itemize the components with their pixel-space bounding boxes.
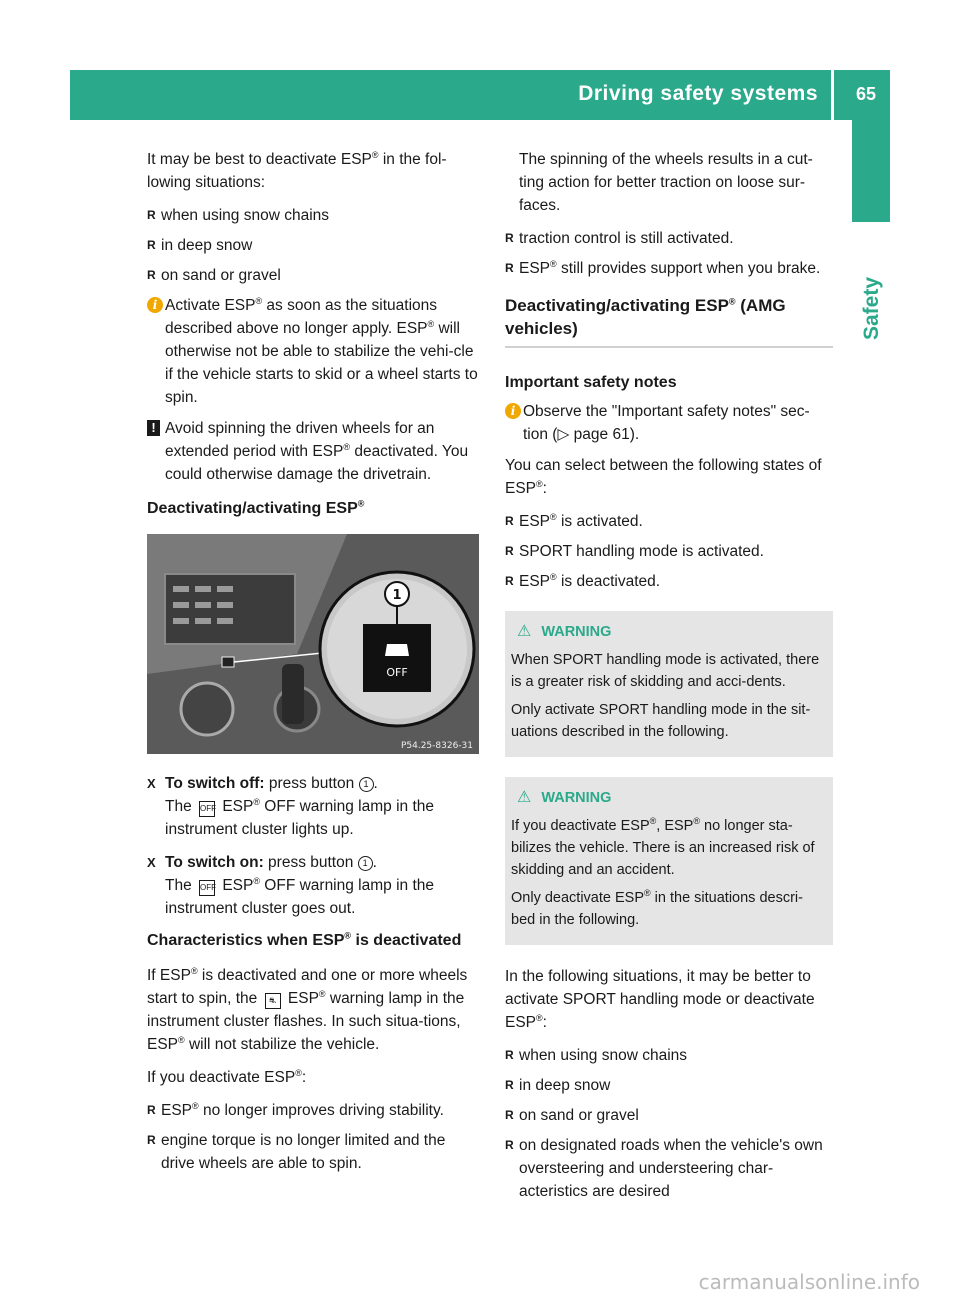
list-item: R traction control is still activated.	[505, 227, 833, 250]
section-title: Driving safety systems	[578, 82, 818, 105]
info-note: i Activate ESP® as soon as the situations described above no longer apply. ESP® will otherwise not be able to stabilize the vehi-cle if the vehicle starts to skid or a wheel starts to spin.	[147, 294, 480, 409]
section-heading: Deactivating/activating ESP® (AMG vehicles)	[505, 296, 786, 338]
list-item: R ESP® no longer improves driving stability.	[147, 1099, 480, 1122]
list-item: R when using snow chains	[505, 1044, 833, 1067]
list-item: R in deep snow	[147, 234, 480, 257]
exclamation-icon: !	[147, 420, 160, 436]
list-item: R ESP® is deactivated.	[505, 570, 833, 593]
right-column	[505, 148, 833, 1210]
page-number: 65	[855, 84, 876, 104]
instruction-step: X To switch off: press button 1 . The OFF ESP® OFF warning lamp in the instrument cluster lights up.	[147, 772, 480, 841]
section-heading: Deactivating/activating ESP®	[147, 498, 365, 517]
paragraph: In the following situations, it may be better to activate SPORT handling mode or deactivate ESP®:	[505, 968, 815, 1031]
esp-off-lamp-icon: OFF	[199, 880, 215, 896]
intro-paragraph: It may be best to deactivate ESP® in the fol- lowing situations:	[147, 149, 447, 191]
paragraph: If ESP® is deactivated and one or more wheels start to spin, the ⛐ ESP® warning lamp in the instrument cluster flashes. In such situa-tions, ESP® will not stabilize the vehicle.	[147, 965, 468, 1053]
photo-code: P54.25-8326-31	[400, 741, 473, 751]
section-heading: Characteristics when ESP® is deactivated	[147, 930, 462, 949]
warning-box	[505, 777, 833, 945]
list-item: R on designated roads when the vehicle's own oversteering and understeering char-acteristics are desired	[505, 1134, 833, 1203]
subsection-heading: Important safety notes	[505, 374, 677, 391]
chapter-label: Safety	[860, 276, 883, 340]
warning-text: Only deactivate ESP® in the situations descri-bed in the following.	[511, 888, 803, 928]
warning-text: When SPORT handling mode is activated, there is a greater risk of skidding and acci-dents.	[511, 652, 820, 690]
info-icon: i	[147, 297, 163, 313]
caution-note: ! Avoid spinning the driven wheels for an extended period with ESP® deactivated. You could otherwise damage the drivetrain.	[147, 417, 480, 486]
list-item: R on sand or gravel	[505, 1104, 833, 1127]
photo-button-label: OFF	[386, 666, 408, 679]
arrow-icon: X	[147, 855, 156, 870]
paragraph: You can select between the following states of ESP®:	[505, 457, 822, 497]
chapter-tab	[852, 120, 890, 222]
info-note: i Observe the "Important safety notes" sec-tion (▷ page 61).	[505, 400, 833, 446]
paragraph: The spinning of the wheels results in a cut-ting action for better traction on loose sur-faces.	[519, 151, 813, 214]
list-item: R on sand or gravel	[147, 264, 480, 287]
button-number: 1	[359, 777, 374, 792]
instruction-step: X To switch on: press button 1 . The OFF ESP® OFF warning lamp in the instrument cluster goes out.	[147, 851, 480, 920]
dashboard-illustration	[147, 534, 479, 754]
button-number: 1	[358, 856, 373, 871]
left-column	[147, 148, 480, 1182]
esp-off-lamp-icon: OFF	[199, 801, 215, 817]
list-item: R SPORT handling mode is activated.	[505, 540, 833, 563]
paragraph: If you deactivate ESP®:	[147, 1067, 307, 1086]
warning-text: Only activate SPORT handling mode in the sit-uations described in the following.	[511, 702, 811, 740]
list-item: R ESP® is activated.	[505, 510, 833, 533]
section-heading-wrap	[505, 294, 833, 348]
warning-heading: ⚠ WARNING	[511, 787, 827, 809]
warning-text: If you deactivate ESP®, ESP® no longer sta-bilizes the vehicle. There is an increased risk of skidding and an accident.	[511, 816, 815, 878]
list-item: R when using snow chains	[147, 204, 480, 227]
info-icon: i	[505, 403, 521, 419]
dashboard-photo	[147, 534, 479, 754]
header-bar	[70, 70, 890, 120]
warning-triangle-icon: ⚠	[517, 623, 532, 640]
warning-box	[505, 611, 833, 757]
callout-number: 1	[392, 588, 402, 603]
header-separator	[831, 70, 834, 120]
watermark-text: carmanualsonline.info	[698, 1270, 920, 1294]
esp-warning-lamp-icon: ⛐	[265, 993, 281, 1009]
list-item: R ESP® still provides support when you brake.	[505, 257, 833, 280]
list-item: R in deep snow	[505, 1074, 833, 1097]
arrow-icon: X	[147, 776, 156, 791]
warning-heading: ⚠ WARNING	[511, 621, 827, 643]
list-item: R engine torque is no longer limited and the drive wheels are able to spin.	[147, 1129, 480, 1175]
warning-triangle-icon: ⚠	[517, 789, 532, 806]
